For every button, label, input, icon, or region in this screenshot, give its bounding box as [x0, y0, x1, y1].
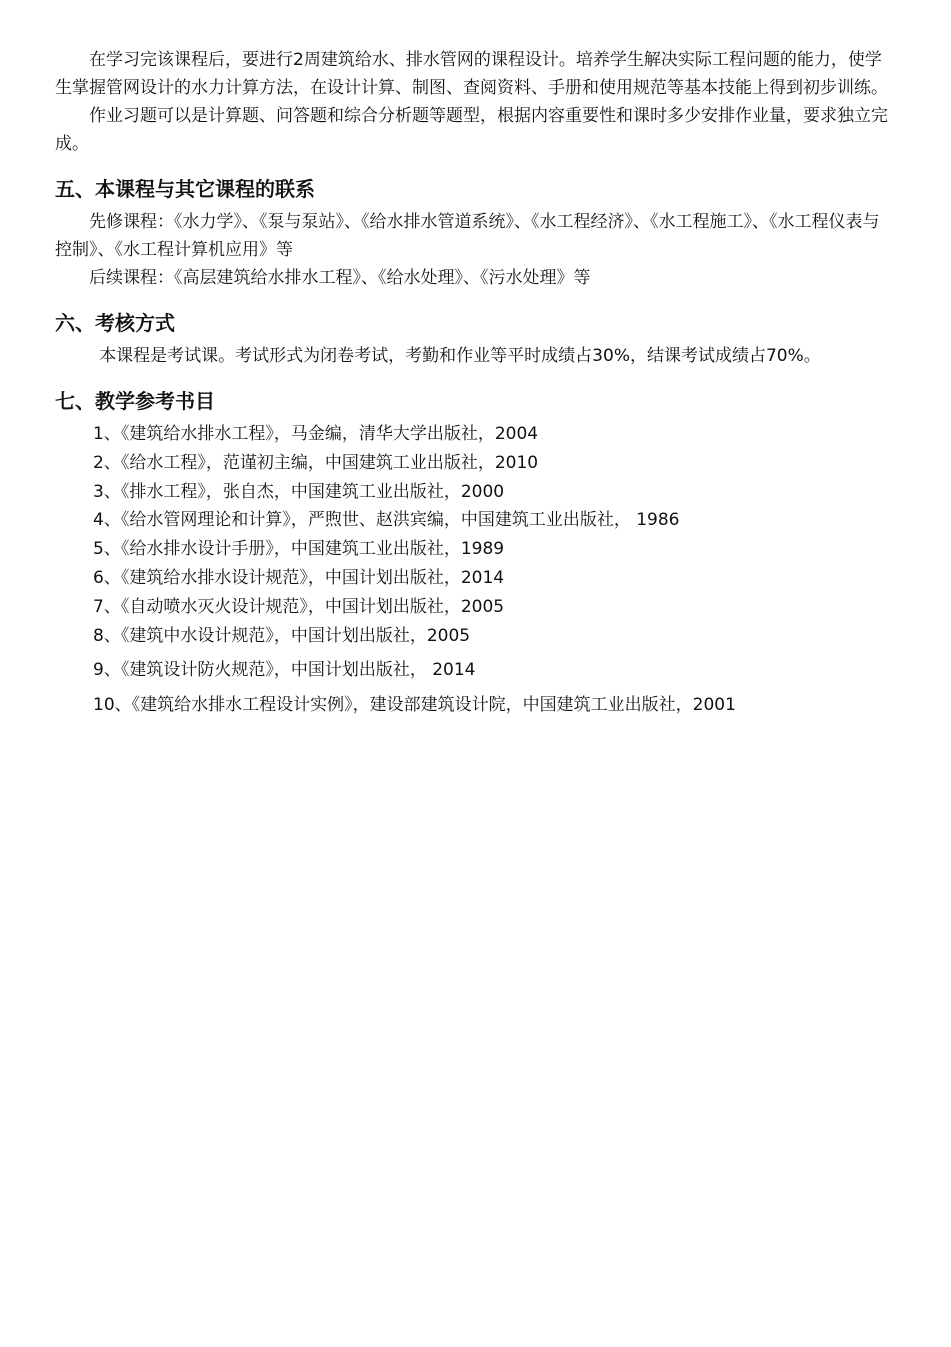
prerequisite-courses: 先修课程：《水力学》、《泵与泵站》、《给水排水管道系统》、《水工程经济》、《水工程施工》、《水工程仪表与控制》、《水工程计算机应用》等: [55, 212, 880, 260]
reference-item: 8、《建筑中水设计规范》，中国计划出版社，2005: [93, 625, 471, 646]
intro-paragraph-course-design: 在学习完该课程后，要进行2周建筑给水、排水管网的课程设计。培养学生解决实际工程问题的能力，使学生掌握管网设计的水力计算方法，在设计计算、制图、查阅资料、手册和使用规范等基本技能上得到初步训练。: [55, 50, 888, 98]
reference-item: 10、《建筑给水排水工程设计实例》，建设部建筑设计院，中国建筑工业出版社，2001: [93, 695, 736, 716]
reference-item: 6、《建筑给水排水设计规范》，中国计划出版社，2014: [93, 567, 505, 588]
document-page: [55, 46, 891, 720]
reference-item: 3、《排水工程》，张自杰，中国建筑工业出版社，2000: [93, 481, 505, 502]
section-5-heading: 五、本课程与其它课程的联系: [55, 177, 315, 201]
section-6-heading: 六、考核方式: [55, 311, 175, 335]
reference-item: 2、《给水工程》，范谨初主编，中国建筑工业出版社，2010: [93, 452, 539, 473]
section-7-heading: 七、教学参考书目: [55, 389, 215, 413]
reference-item: 5、《给水排水设计手册》，中国建筑工业出版社，1989: [93, 539, 505, 560]
intro-paragraph-homework: 作业习题可以是计算题、问答题和综合分析题等题型，根据内容重要性和课时多少安排作业量，要求独立完成。: [55, 106, 888, 154]
reference-list: [55, 420, 891, 720]
assessment-text: 本课程是考试课。考试形式为闭卷考试，考勤和作业等平时成绩占30%，结课考试成绩占70%。: [99, 346, 821, 366]
reference-item: 1、《建筑给水排水工程》，马金编，清华大学出版社，2004: [93, 424, 539, 444]
followup-courses: 后续课程：《高层建筑给水排水工程》、《给水处理》、《污水处理》等: [89, 268, 591, 288]
reference-item: 9、《建筑设计防火规范》，中国计划出版社， 2014: [93, 660, 476, 681]
reference-item: 7、《自动喷水灭火设计规范》，中国计划出版社，2005: [93, 596, 505, 617]
reference-item: 4、《给水管网理论和计算》，严煦世、赵洪宾编，中国建筑工业出版社， 1986: [93, 510, 680, 531]
